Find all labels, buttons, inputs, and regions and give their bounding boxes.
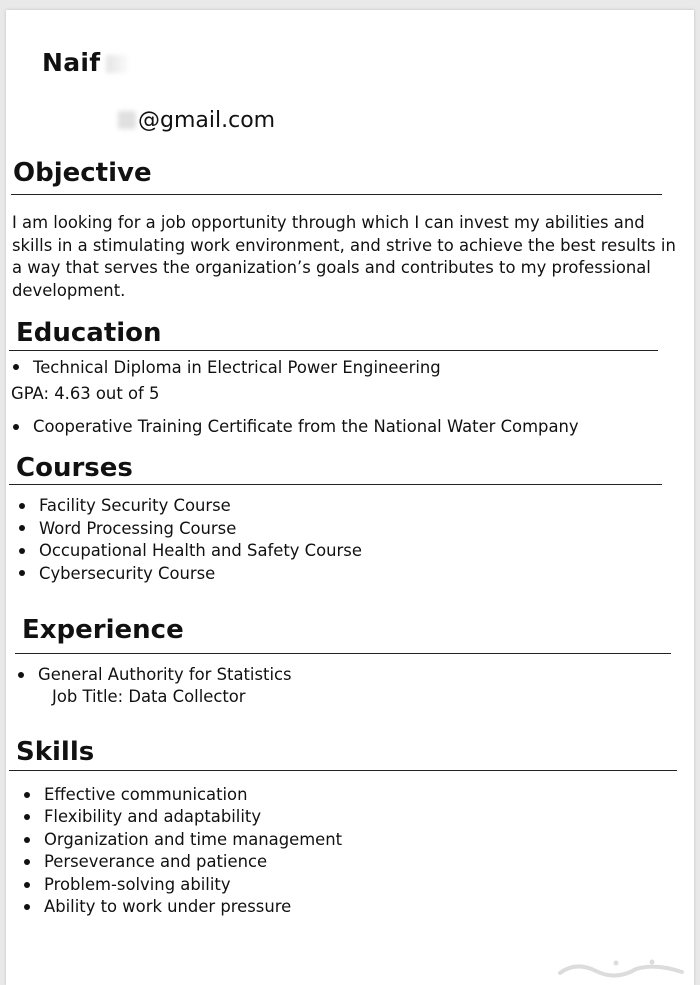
bullet-icon xyxy=(13,364,19,370)
skill-item: Ability to work under pressure xyxy=(44,897,292,916)
course-item: Cybersecurity Course xyxy=(39,564,216,583)
experience-heading: Experience xyxy=(22,615,184,645)
bullet-icon xyxy=(24,792,30,798)
bullet-icon xyxy=(19,525,25,531)
skill-item: Organization and time management xyxy=(44,830,343,849)
objective-heading: Objective xyxy=(13,158,152,188)
experience-employer: General Authority for Statistics xyxy=(38,665,292,684)
bullet-icon xyxy=(24,904,30,910)
bullet-icon xyxy=(24,814,30,820)
course-item: Word Processing Course xyxy=(39,519,237,538)
redacted-email-user xyxy=(118,111,136,129)
courses-heading: Courses xyxy=(16,453,133,483)
education-divider xyxy=(9,350,658,351)
bullet-icon xyxy=(19,503,25,509)
gpa-text: GPA: 4.63 out of 5 xyxy=(11,384,160,403)
skill-item: Effective communication xyxy=(44,785,248,804)
bullet-icon xyxy=(18,672,24,678)
redacted-surname xyxy=(106,55,128,73)
objective-divider xyxy=(11,194,662,195)
email-address xyxy=(118,108,275,133)
courses-divider xyxy=(9,484,662,485)
bullet-icon xyxy=(24,882,30,888)
email-text: @gmail.com xyxy=(138,108,276,133)
watermark-logo xyxy=(556,957,686,979)
experience-divider xyxy=(15,653,671,654)
skill-item: Problem-solving ability xyxy=(44,875,231,894)
course-item: Facility Security Course xyxy=(39,496,231,515)
course-item: Occupational Health and Safety Course xyxy=(39,541,362,560)
resume-page xyxy=(6,10,694,985)
bullet-icon xyxy=(19,548,25,554)
bullet-icon xyxy=(19,570,25,576)
skills-divider xyxy=(9,770,677,771)
candidate-name-text: Naif xyxy=(42,48,101,77)
education-heading: Education xyxy=(16,318,162,348)
bullet-icon xyxy=(24,859,30,865)
education-item: Technical Diploma in Electrical Power Engineering xyxy=(33,358,441,377)
experience-job-title: Job Title: Data Collector xyxy=(52,687,246,706)
skill-item: Perseverance and patience xyxy=(44,852,268,871)
education-item: Cooperative Training Certificate from the National Water Company xyxy=(33,417,579,436)
objective-text: I am looking for a job opportunity through which I can invest my abilities and skills in a stimulating work environment, and strive to achieve the best results in a way that serves the organization’s goals and contributes to my professional development. xyxy=(12,213,676,301)
skills-heading: Skills xyxy=(16,737,95,767)
candidate-name xyxy=(42,48,128,77)
skill-item: Flexibility and adaptability xyxy=(44,807,262,826)
bullet-icon xyxy=(24,837,30,843)
bullet-icon xyxy=(13,424,19,430)
